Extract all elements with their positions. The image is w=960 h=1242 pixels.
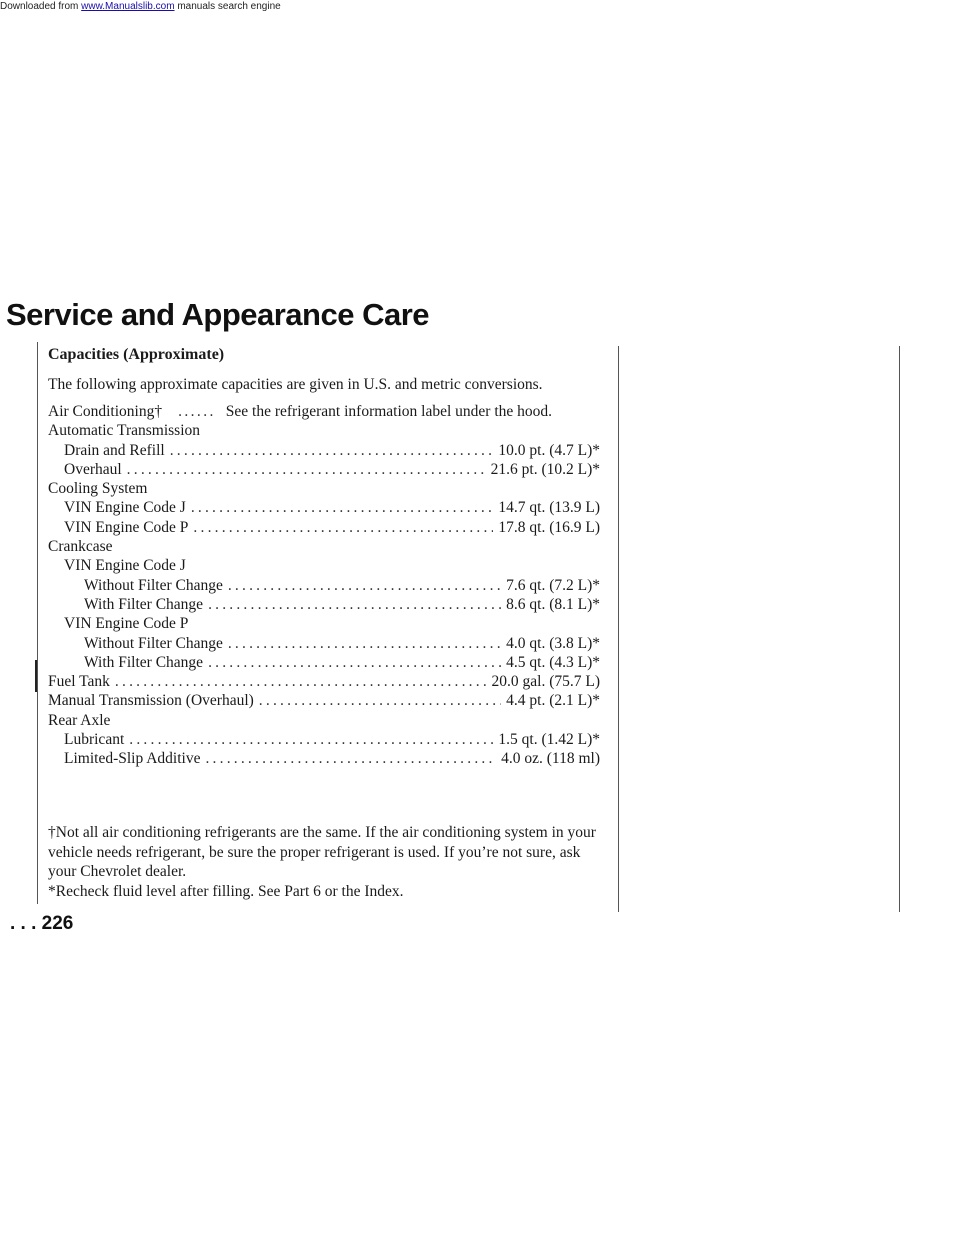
left-margin-rule — [37, 342, 38, 904]
capacity-value: 10.0 pt. (4.7 L)* — [498, 441, 600, 459]
leader-dots — [205, 749, 496, 768]
leader-dots — [228, 576, 501, 595]
capacity-value: 7.6 qt. (7.2 L)* — [506, 576, 600, 594]
source-suffix: manuals search engine — [177, 1, 281, 12]
capacities-heading: Capacities (Approximate) — [48, 346, 225, 363]
capacity-category-cooling-system: Cooling System — [48, 480, 148, 498]
capacity-value: 1.5 qt. (1.42 L)* — [498, 731, 600, 749]
capacity-label: Overhaul — [64, 460, 122, 478]
left-margin-tick — [35, 660, 37, 692]
capacity-row-fuel-tank — [48, 672, 600, 691]
leader-dots — [178, 402, 216, 421]
section-title: Service and Appearance Care — [6, 297, 430, 332]
capacity-value: 14.7 qt. (13.9 L) — [498, 499, 600, 517]
leader-dots — [191, 498, 494, 517]
page-number: . . . 226 — [10, 913, 74, 934]
capacity-label: Without Filter Change — [84, 634, 223, 652]
capacity-row-drain-and-refill — [48, 441, 600, 460]
leader-dots — [115, 672, 487, 691]
capacity-value: 21.6 pt. (10.2 L)* — [490, 460, 600, 478]
capacity-label: VIN Engine Code J — [64, 499, 186, 517]
capacity-label: With Filter Change — [84, 653, 204, 671]
leader-dots — [170, 441, 494, 460]
capacity-row-crankcase-p-with-filter — [48, 653, 600, 672]
capacity-label: With Filter Change — [84, 595, 204, 613]
capacity-value: 20.0 gal. (75.7 L) — [491, 673, 600, 691]
capacity-category-crankcase: Crankcase — [48, 538, 113, 556]
capacity-value: 4.4 pt. (2.1 L)* — [506, 692, 600, 710]
capacity-label: Without Filter Change — [84, 576, 223, 594]
capacity-label: Limited-Slip Additive — [64, 750, 201, 768]
capacity-row-cooling-vin-j — [48, 498, 600, 517]
leader-dots — [129, 730, 493, 749]
source-prefix: Downloaded from — [0, 1, 79, 12]
capacity-label: Manual Transmission (Overhaul) — [48, 692, 254, 710]
capacity-label: Fuel Tank — [48, 673, 110, 691]
leader-dots — [208, 595, 501, 614]
capacities-section — [48, 344, 608, 769]
capacity-label: Air Conditioning† — [48, 403, 163, 420]
capacity-label: VIN Engine Code P — [64, 518, 189, 536]
capacity-row-limited-slip — [48, 749, 600, 768]
capacity-value: 8.6 qt. (8.1 L)* — [506, 595, 600, 613]
right-margin-rule — [899, 346, 900, 912]
download-source-bar — [0, 0, 960, 14]
capacity-value: 4.0 oz. (118 ml) — [501, 750, 600, 768]
capacities-intro: The following approximate capacities are given in U.S. and metric conversions. — [48, 376, 543, 393]
leader-dots — [228, 634, 501, 653]
leader-dots — [259, 691, 501, 710]
capacity-row-crankcase-j-without-filter — [48, 576, 600, 595]
capacity-row-cooling-vin-p — [48, 518, 600, 537]
capacity-subcategory-crankcase-vin-p: VIN Engine Code P — [64, 615, 189, 633]
manualslib-link[interactable]: www.Manualslib.com — [81, 1, 175, 12]
capacity-row-air-conditioning — [48, 402, 600, 421]
capacity-category-automatic-transmission: Automatic Transmission — [48, 422, 201, 440]
capacity-row-manual-transmission — [48, 691, 600, 710]
capacity-row-crankcase-j-with-filter — [48, 595, 600, 614]
capacity-row-lubricant — [48, 730, 600, 749]
dagger-footnote: †Not all air conditioning refrigerants are the same. If the air conditioning system in your vehicle needs refrigerant, be sure the proper refrigerant is used. If you’re not sure, ask your Chevrolet dealer. — [48, 824, 596, 880]
capacity-label: Drain and Refill — [64, 441, 165, 459]
capacity-row-overhaul — [48, 460, 600, 479]
footnotes — [48, 823, 608, 901]
center-margin-rule — [618, 346, 619, 912]
leader-dots — [208, 653, 501, 672]
capacity-label: Lubricant — [64, 731, 125, 749]
capacity-value: See the refrigerant information label under the hood. — [225, 403, 553, 420]
capacity-value: 4.0 qt. (3.8 L)* — [506, 634, 600, 652]
capacity-category-rear-axle: Rear Axle — [48, 711, 111, 729]
capacity-value: 4.5 qt. (4.3 L)* — [506, 653, 600, 671]
leader-dots — [193, 518, 493, 537]
capacity-value: 17.8 qt. (16.9 L) — [498, 518, 600, 536]
capacity-row-crankcase-p-without-filter — [48, 634, 600, 653]
leader-dots — [127, 460, 486, 479]
asterisk-footnote: *Recheck fluid level after filling. See Part 6 or the Index. — [48, 882, 404, 900]
capacity-subcategory-crankcase-vin-j: VIN Engine Code J — [64, 557, 186, 575]
